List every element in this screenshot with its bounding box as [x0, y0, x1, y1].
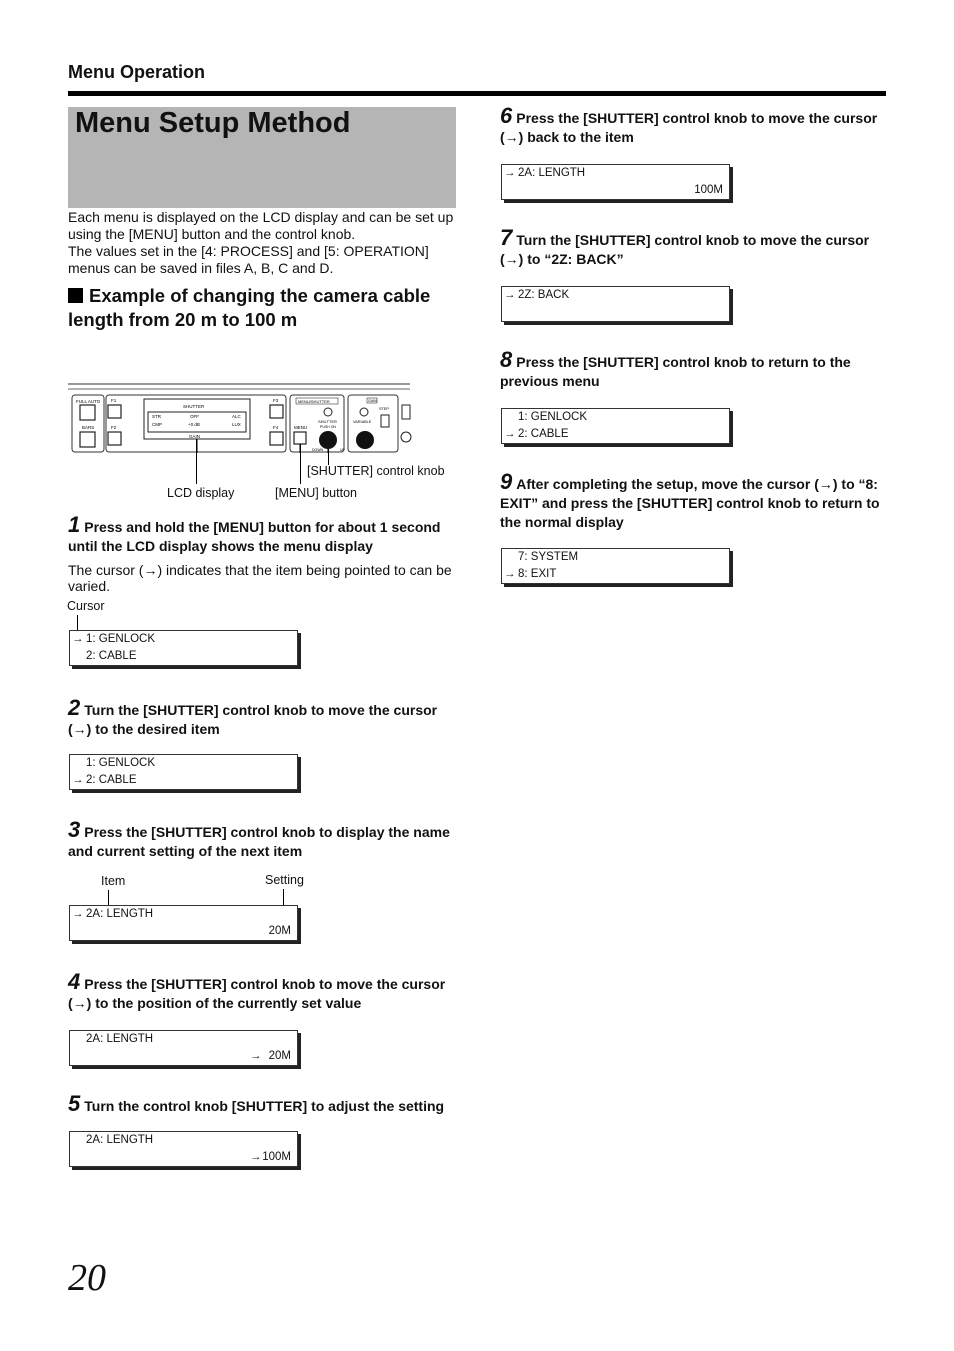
intro-paragraph-1: Each menu is displayed on the LCD display and can be set up using the [MENU] button and the control knob.: [68, 209, 454, 242]
step-7: 7 Turn the [SHUTTER] control knob to move the cursor (→) to “2Z: BACK”: [500, 225, 870, 267]
page-title: Menu Setup Method: [75, 107, 351, 139]
full-auto-button: [80, 405, 95, 420]
page-number: 20: [68, 1257, 106, 1299]
cursor-arrow-icon: →: [250, 1151, 262, 1163]
lcd-screen-step-7: → 2Z: BACK: [501, 286, 730, 322]
svg-text:LUX: LUX: [232, 422, 241, 427]
square-bullet-icon: [68, 288, 83, 303]
cursor-arrow-icon: →: [504, 428, 516, 440]
svg-text:DOWN: DOWN: [312, 448, 324, 452]
bars-button: [80, 432, 95, 447]
lcd-screen-step-6: → 2A: LENGTH 100M: [501, 164, 730, 200]
svg-text:VARIABLE: VARIABLE: [353, 420, 372, 424]
section-header: Menu Operation: [68, 62, 206, 82]
menu-callout-line: [300, 444, 301, 484]
svg-text:ALC: ALC: [232, 414, 241, 419]
step-8: 8 Press the [SHUTTER] control knob to return to the previous menu: [500, 347, 851, 389]
example-heading-text: Example of changing the camera cable length from 20 m to 100 m: [68, 285, 431, 330]
step-4: 4 Press the [SHUTTER] control knob to move the cursor (→) to the position of the currently set value: [68, 969, 446, 1011]
control-panel-diagram: [68, 383, 413, 453]
cursor-arrow-icon: →: [72, 774, 84, 786]
item-label: Item: [101, 874, 126, 888]
svg-text:GAIN: GAIN: [189, 434, 201, 439]
svg-text:GAIN: GAIN: [368, 399, 377, 403]
cursor-arrow-icon: →: [72, 908, 84, 920]
svg-text:STEP: STEP: [379, 407, 389, 411]
step-9: 9 After completing the setup, move the cursor (→) to “8: EXIT” and press the [SHUTTER] control knob to return to the normal display: [500, 469, 880, 530]
lcd-screen-step-3: → 2A: LENGTH 20M: [69, 905, 298, 941]
panel-bars: BARS: [82, 425, 95, 430]
lcd-screen-step-9: 7: SYSTEM → 8: EXIT: [501, 548, 730, 584]
cursor-arrow-icon: →: [504, 568, 516, 580]
lcd-screen-step-5: 2A: LENGTH → 100M: [69, 1131, 298, 1167]
intro-paragraph-2: The values set in the [4: PROCESS] and [5: OPERATION] menus can be saved in files A, B, C and D.: [68, 243, 429, 276]
menu-button-callout: [MENU] button: [275, 486, 357, 500]
lcd-screen-step-2: → 1: GENLOCK 2: CABLE: [69, 754, 298, 790]
cursor-arrow-icon: →: [250, 1050, 262, 1062]
step-1-note: The cursor (→) indicates that the item being pointed to can be varied.: [68, 562, 452, 594]
step-5: 5 Turn the control knob [SHUTTER] to adjust the setting: [68, 1091, 445, 1116]
lcd-shutter-label: SHUTTER: [183, 404, 205, 409]
shutter-knob: [319, 431, 337, 449]
step-3: 3 Press the [SHUTTER] control knob to display the name and current setting of the next item: [68, 817, 450, 859]
shutter-knob-callout: [SHUTTER] control knob: [307, 464, 445, 478]
svg-text:F3: F3: [273, 398, 279, 403]
example-heading: [68, 284, 458, 332]
svg-text:+0 dB: +0 dB: [188, 422, 200, 427]
svg-text:MENU/SHUTTER: MENU/SHUTTER: [298, 399, 330, 404]
svg-text:UP: UP: [340, 448, 345, 452]
lcd-screen-step-8: 1: GENLOCK → 2: CABLE: [501, 408, 730, 444]
setting-label: Setting: [265, 873, 304, 887]
svg-text:OFF: OFF: [190, 414, 199, 419]
lcd-callout-line: [196, 439, 197, 484]
svg-text:STR: STR: [152, 414, 161, 419]
panel-full-auto: FULL AUTO: [76, 399, 101, 404]
cursor-arrow-icon: →: [504, 289, 516, 301]
lcd-screen-step-1: → 1: GENLOCK 2: CABLE: [69, 630, 298, 666]
title-box: [68, 107, 456, 208]
menu-button: [294, 432, 306, 444]
svg-text:PUSH ON: PUSH ON: [320, 425, 336, 429]
cursor-arrow-icon: →: [72, 633, 84, 645]
lcd-screen-step-4: 2A: LENGTH → 20M: [69, 1030, 298, 1066]
svg-text:F4: F4: [273, 425, 279, 430]
svg-text:F2: F2: [111, 425, 117, 430]
step-6: 6 Press the [SHUTTER] control knob to move the cursor (→) back to the item: [500, 103, 878, 145]
shutter-callout-line: [328, 449, 329, 465]
step-2: 2 Turn the [SHUTTER] control knob to move the cursor (→) to the desired item: [68, 695, 438, 737]
step-1: 1 Press and hold the [MENU] button for about 1 second until the LCD display shows the menu display: [68, 512, 441, 554]
cursor-label: Cursor: [67, 599, 105, 613]
svg-text:MENU: MENU: [294, 425, 308, 430]
svg-text:F1: F1: [111, 398, 117, 403]
svg-text:SHUTTER: SHUTTER: [318, 419, 337, 424]
lcd-display-callout: LCD display: [167, 486, 235, 500]
cursor-arrow-icon: →: [504, 167, 516, 179]
header-rule: [68, 91, 886, 96]
svg-text:CMP: CMP: [152, 422, 162, 427]
